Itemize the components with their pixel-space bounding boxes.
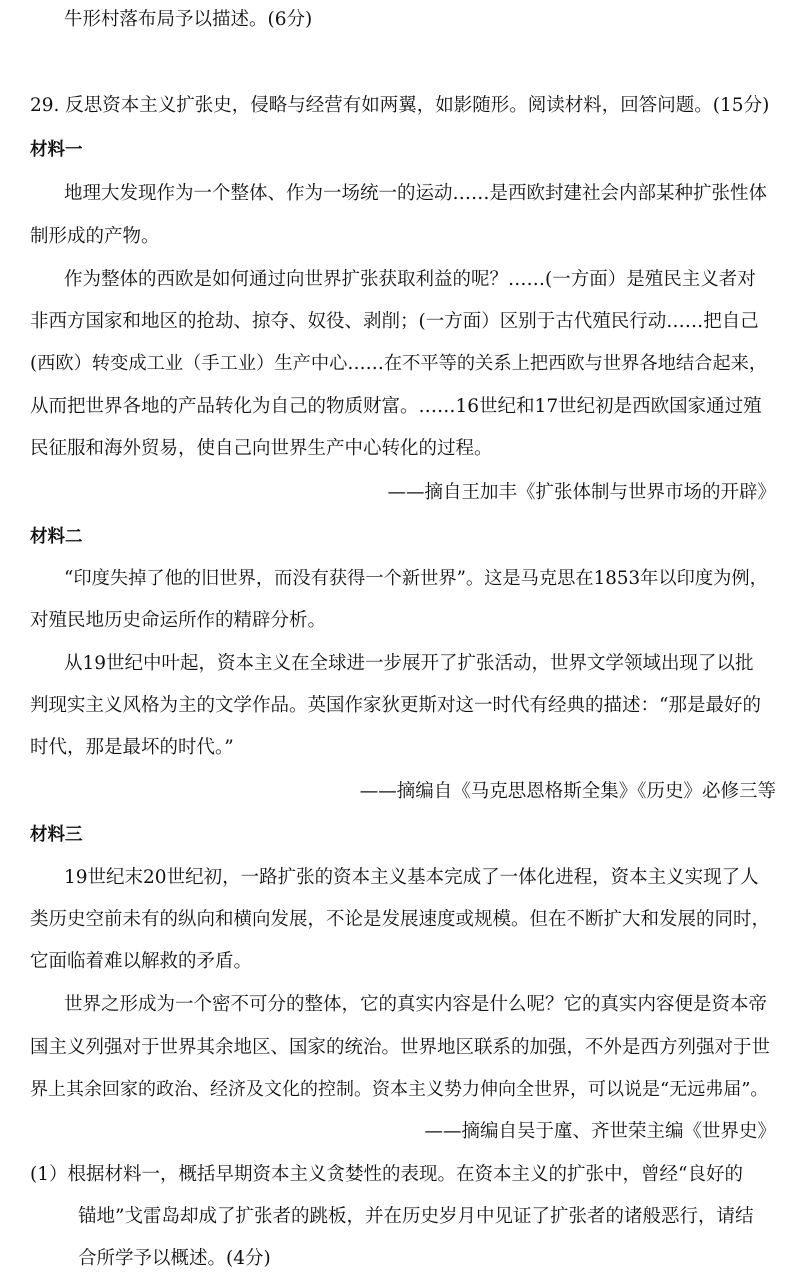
sub-question-1-line: 合所学予以概述。(4分) (78, 1248, 271, 1269)
material2-line: 判现实主义风格为主的文学作品。英国作家狄更斯对这一时代有经典的描述：“那是最好的 (30, 695, 761, 716)
material3-source: ——摘编自吴于廑、齐世荣主编《世界史》 (424, 1121, 776, 1142)
question-29-stem: 29. 反思资本主义扩张史，侵略与经营有如两翼，如影随形。阅读材料，回答问题。(15分) (30, 95, 770, 116)
material3-line: 世界之形成为一个密不可分的整体，它的真实内容是什么呢？它的真实内容便是资本帝 (64, 994, 768, 1015)
material2-line: “印度失掉了他的旧世界，而没有获得一个新世界”。这是马克思在1853年以印度为例， (64, 568, 768, 589)
material1-line: 从而把世界各地的产品转化为自己的物质财富。……16世纪和17世纪初是西欧国家通过殖 (30, 396, 762, 417)
material3-line: 国主义列强对于世界其余地区、国家的统治。世界地区联系的加强，不外是西方列强对于世 (30, 1037, 771, 1058)
material1-source: ——摘自王加丰《扩张体制与世界市场的开辟》 (387, 482, 776, 503)
material1-line: 民征服和海外贸易，使自己向世界生产中心转化的过程。 (30, 438, 493, 459)
material3-line: 它面临着难以解救的矛盾。 (30, 951, 253, 972)
material1-line: 地理大发现作为一个整体、作为一场统一的运动……是西欧封建社会内部某种扩张性体 (64, 183, 768, 204)
material3-line: 19世纪末20世纪初，一路扩张的资本主义基本完成了一体化进程，资本主义实现了人 (64, 867, 759, 888)
material2-line: 对殖民地历史命运所作的精辟分析。 (30, 610, 327, 631)
material2-heading: 材料二 (30, 527, 83, 547)
material1-line: 制形成的产物。 (30, 226, 160, 247)
material2-line: 从19世纪中叶起，资本主义在全球进一步展开了扩张活动，世界文学领域出现了以批 (64, 653, 754, 674)
previous-question-tail: 牛形村落布局予以描述。(6分) (64, 9, 313, 30)
material3-heading: 材料三 (30, 825, 83, 845)
material1-heading: 材料一 (30, 140, 83, 160)
material1-line: 作为整体的西欧是如何通过向世界扩张获取利益的呢？……(一方面）是殖民主义者对 (64, 269, 756, 290)
sub-question-1-line: 锚地”戈雷岛却成了扩张者的跳板，并在历史岁月中见证了扩张者的诸般恶行，请结 (78, 1206, 754, 1227)
material3-line: 类历史空前未有的纵向和横向发展，不论是发展速度或规模。但在不断扩大和发展的同时， (30, 909, 771, 930)
sub-question-1-line: (1）根据材料一，概括早期资本主义贪婪性的表现。在资本主义的扩张中，曾经“良好的 (30, 1164, 743, 1185)
material2-source: ——摘编自《马克思恩格斯全集》《历史》必修三等 (359, 781, 776, 802)
material2-line: 时代，那是最坏的时代。” (30, 737, 234, 758)
material1-line: (西欧）转变成工业（手工业）生产中心……在不平等的关系上把西欧与世界各地结合起来， (30, 353, 768, 374)
material1-line: 非西方国家和地区的抢劫、掠夺、奴役、剥削；(一方面）区别于古代殖民行动……把自己 (30, 311, 759, 332)
material3-line: 界上其余回家的政治、经济及文化的控制。资本主义势力伸向全世界，可以说是“无远弗届”。 (30, 1079, 769, 1100)
